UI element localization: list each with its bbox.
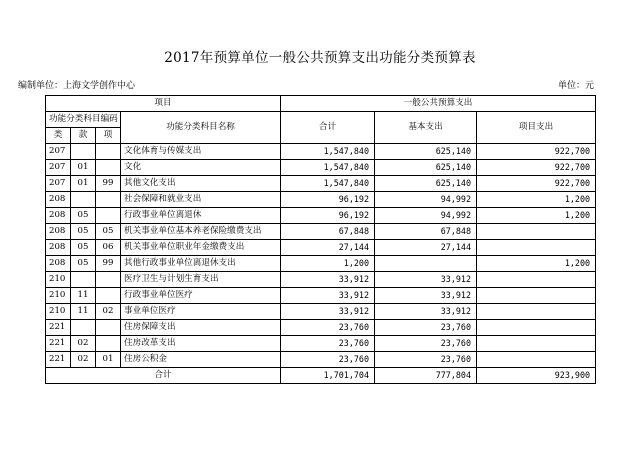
header-basic: 基本支出 bbox=[375, 112, 477, 144]
cell-basic: 625,140 bbox=[375, 176, 477, 192]
header-project: 项目支出 bbox=[477, 112, 596, 144]
cell-project bbox=[477, 320, 596, 336]
table-row bbox=[46, 304, 596, 320]
header-func-code: 功能分类科目编码 bbox=[46, 112, 121, 128]
cell-lei: 210 bbox=[46, 272, 71, 288]
table-row bbox=[46, 144, 596, 160]
page-title: 2017年预算单位一般公共预算支出功能分类预算表 bbox=[164, 50, 476, 66]
cell-total: 96,192 bbox=[281, 208, 375, 224]
cell-total: 1,547,840 bbox=[281, 160, 375, 176]
cell-kuan: 01 bbox=[71, 176, 96, 192]
cell-xiang bbox=[96, 320, 121, 336]
cell-xiang: 99 bbox=[96, 256, 121, 272]
cell-xiang bbox=[96, 192, 121, 208]
cell-kuan bbox=[71, 144, 96, 160]
cell-name: 住房改革支出 bbox=[121, 336, 281, 352]
cell-name: 事业单位医疗 bbox=[121, 304, 281, 320]
cell-lei: 208 bbox=[46, 208, 71, 224]
cell-name: 住房保障支出 bbox=[121, 320, 281, 336]
cell-project bbox=[477, 336, 596, 352]
table-row bbox=[46, 256, 596, 272]
cell-total: 23,760 bbox=[281, 320, 375, 336]
table-row bbox=[46, 272, 596, 288]
footer-label: 合计 bbox=[46, 368, 281, 384]
cell-total: 33,912 bbox=[281, 288, 375, 304]
cell-lei: 221 bbox=[46, 320, 71, 336]
cell-xiang: 01 bbox=[96, 352, 121, 368]
cell-project bbox=[477, 352, 596, 368]
cell-total: 67,848 bbox=[281, 224, 375, 240]
cell-project: 1,200 bbox=[477, 256, 596, 272]
cell-basic: 23,760 bbox=[375, 336, 477, 352]
cell-basic: 625,140 bbox=[375, 160, 477, 176]
cell-total: 23,760 bbox=[281, 336, 375, 352]
cell-basic: 94,992 bbox=[375, 192, 477, 208]
cell-kuan: 11 bbox=[71, 288, 96, 304]
cell-project bbox=[477, 240, 596, 256]
table-row bbox=[46, 320, 596, 336]
table-row bbox=[46, 208, 596, 224]
cell-project bbox=[477, 288, 596, 304]
cell-project bbox=[477, 304, 596, 320]
cell-lei: 221 bbox=[46, 336, 71, 352]
cell-basic: 94,992 bbox=[375, 208, 477, 224]
cell-project: 922,700 bbox=[477, 144, 596, 160]
unit-label: 编制单位：上海文学创作中心 bbox=[18, 81, 136, 91]
cell-kuan: 11 bbox=[71, 304, 96, 320]
cell-name: 社会保障和就业支出 bbox=[121, 192, 281, 208]
cell-name: 机关事业单位基本养老保险缴费支出 bbox=[121, 224, 281, 240]
table-row bbox=[46, 192, 596, 208]
footer-total: 1,701,704 bbox=[281, 368, 375, 384]
cell-xiang bbox=[96, 160, 121, 176]
cell-name: 其他文化支出 bbox=[121, 176, 281, 192]
cell-lei: 208 bbox=[46, 224, 71, 240]
cell-kuan: 05 bbox=[71, 256, 96, 272]
cell-basic: 33,912 bbox=[375, 304, 477, 320]
cell-total: 96,192 bbox=[281, 192, 375, 208]
cell-name: 行政事业单位离退休 bbox=[121, 208, 281, 224]
header-func-name: 功能分类科目名称 bbox=[121, 112, 281, 144]
table-row bbox=[46, 288, 596, 304]
header-lei: 类 bbox=[46, 128, 71, 144]
cell-xiang bbox=[96, 336, 121, 352]
cell-xiang: 06 bbox=[96, 240, 121, 256]
cell-basic: 23,760 bbox=[375, 320, 477, 336]
cell-project: 1,200 bbox=[477, 208, 596, 224]
cell-project: 922,700 bbox=[477, 176, 596, 192]
cell-lei: 208 bbox=[46, 240, 71, 256]
cell-kuan bbox=[71, 320, 96, 336]
table-row bbox=[46, 176, 596, 192]
cell-project bbox=[477, 224, 596, 240]
cell-project: 922,700 bbox=[477, 160, 596, 176]
header-kuan: 款 bbox=[71, 128, 96, 144]
table-row bbox=[46, 160, 596, 176]
currency-label: 单位：元 bbox=[557, 81, 594, 91]
cell-lei: 210 bbox=[46, 304, 71, 320]
cell-lei: 207 bbox=[46, 144, 71, 160]
cell-name: 文化体育与传媒支出 bbox=[121, 144, 281, 160]
cell-total: 1,200 bbox=[281, 256, 375, 272]
cell-kuan: 05 bbox=[71, 224, 96, 240]
table-row bbox=[46, 352, 596, 368]
cell-name: 医疗卫生与计划生育支出 bbox=[121, 272, 281, 288]
cell-lei: 207 bbox=[46, 160, 71, 176]
cell-xiang bbox=[96, 272, 121, 288]
cell-kuan: 02 bbox=[71, 336, 96, 352]
cell-total: 1,547,840 bbox=[281, 176, 375, 192]
cell-kuan bbox=[71, 192, 96, 208]
cell-lei: 208 bbox=[46, 192, 71, 208]
cell-lei: 221 bbox=[46, 352, 71, 368]
cell-xiang bbox=[96, 208, 121, 224]
cell-name: 机关事业单位职业年金缴费支出 bbox=[121, 240, 281, 256]
cell-xiang: 02 bbox=[96, 304, 121, 320]
header-total: 合计 bbox=[281, 112, 375, 144]
cell-lei: 208 bbox=[46, 256, 71, 272]
cell-lei: 210 bbox=[46, 288, 71, 304]
cell-xiang bbox=[96, 144, 121, 160]
cell-total: 33,912 bbox=[281, 272, 375, 288]
cell-kuan: 02 bbox=[71, 352, 96, 368]
header-general-budget: 一般公共预算支出 bbox=[281, 96, 596, 112]
cell-xiang bbox=[96, 288, 121, 304]
budget-table bbox=[45, 95, 596, 384]
cell-total: 33,912 bbox=[281, 304, 375, 320]
header-item: 项目 bbox=[46, 96, 281, 112]
cell-basic bbox=[375, 256, 477, 272]
cell-name: 文化 bbox=[121, 160, 281, 176]
cell-kuan bbox=[71, 272, 96, 288]
table-row bbox=[46, 224, 596, 240]
cell-name: 住房公积金 bbox=[121, 352, 281, 368]
table-row bbox=[46, 336, 596, 352]
footer-project: 923,900 bbox=[477, 368, 596, 384]
cell-total: 23,760 bbox=[281, 352, 375, 368]
cell-basic: 27,144 bbox=[375, 240, 477, 256]
cell-basic: 33,912 bbox=[375, 272, 477, 288]
cell-total: 27,144 bbox=[281, 240, 375, 256]
cell-project: 1,200 bbox=[477, 192, 596, 208]
cell-total: 1,547,840 bbox=[281, 144, 375, 160]
cell-basic: 625,140 bbox=[375, 144, 477, 160]
cell-name: 行政事业单位医疗 bbox=[121, 288, 281, 304]
cell-xiang: 99 bbox=[96, 176, 121, 192]
table-row bbox=[46, 240, 596, 256]
header-xiang: 项 bbox=[96, 128, 121, 144]
cell-kuan: 01 bbox=[71, 160, 96, 176]
cell-xiang: 05 bbox=[96, 224, 121, 240]
cell-kuan: 05 bbox=[71, 208, 96, 224]
cell-name: 其他行政事业单位离退休支出 bbox=[121, 256, 281, 272]
cell-project bbox=[477, 272, 596, 288]
cell-basic: 23,760 bbox=[375, 352, 477, 368]
cell-basic: 67,848 bbox=[375, 224, 477, 240]
cell-lei: 207 bbox=[46, 176, 71, 192]
cell-kuan: 05 bbox=[71, 240, 96, 256]
cell-basic: 33,912 bbox=[375, 288, 477, 304]
footer-basic: 777,804 bbox=[375, 368, 477, 384]
